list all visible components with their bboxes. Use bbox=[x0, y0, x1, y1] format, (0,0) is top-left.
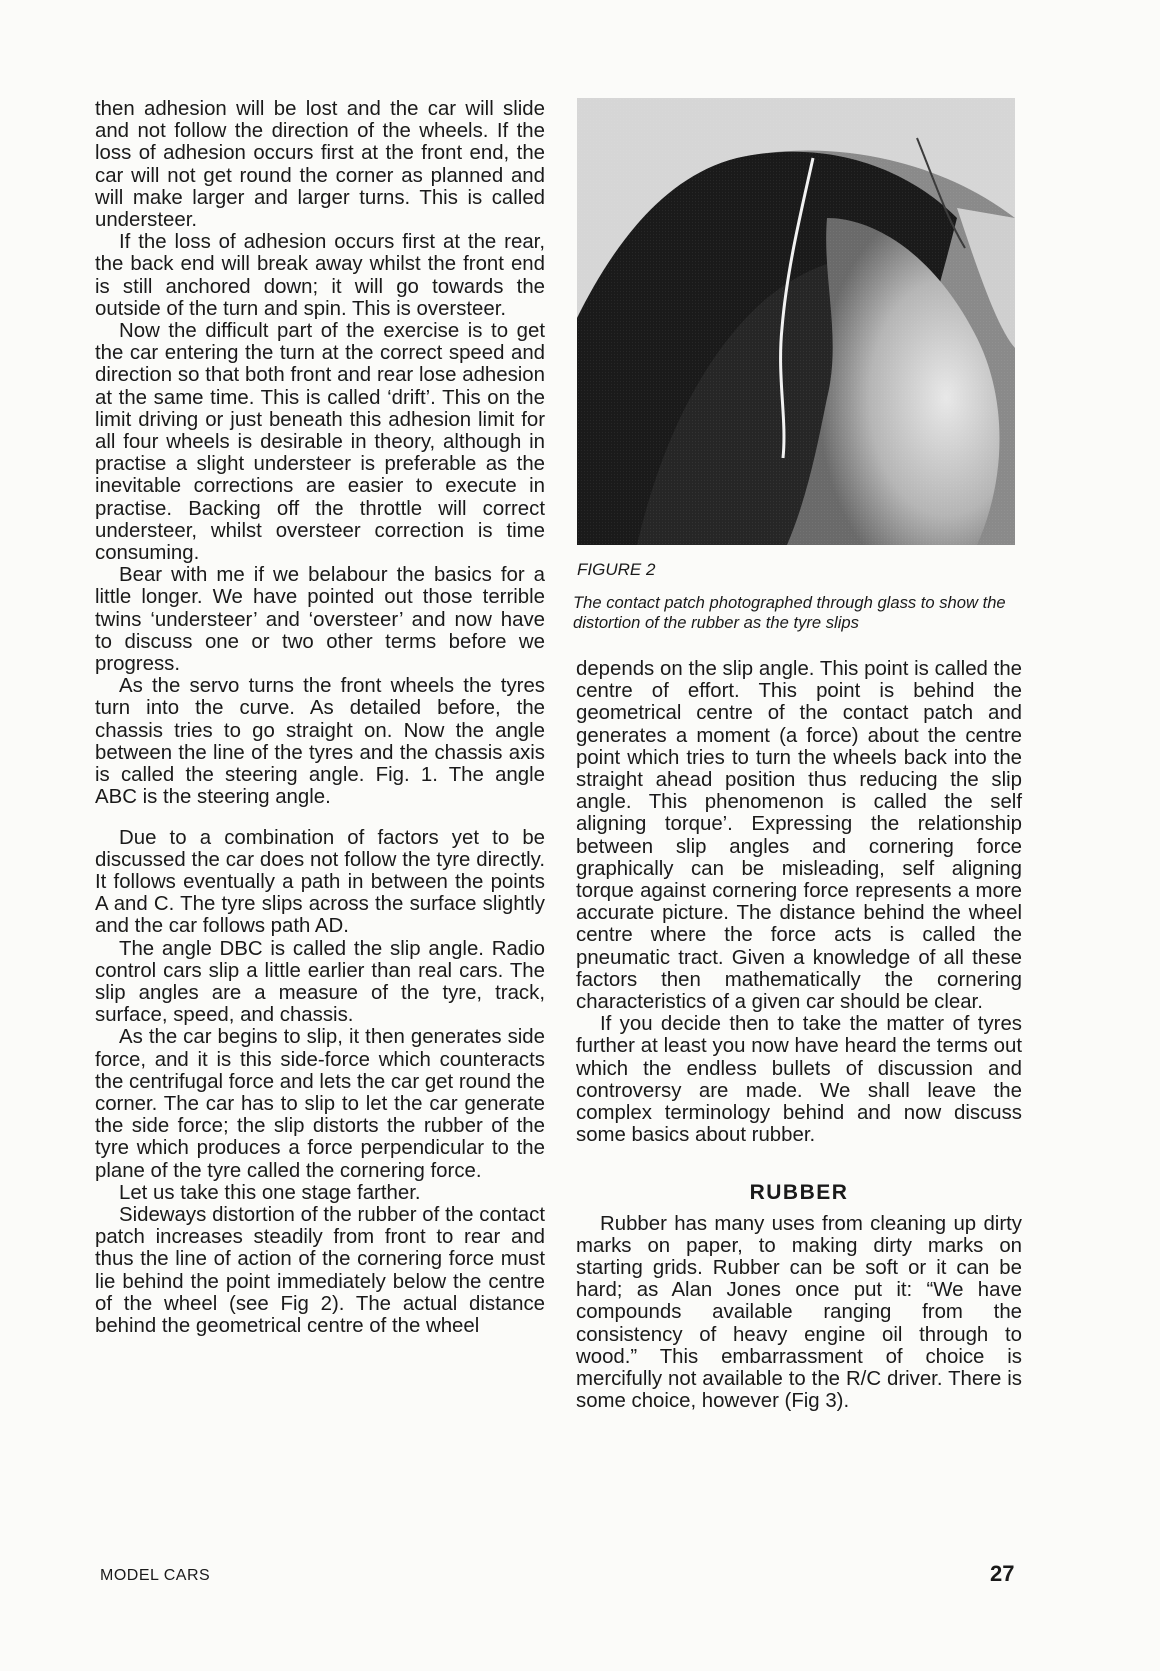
figure-caption: The contact patch photographed through glass to show the distortion of the rubber as the tyre slips bbox=[573, 593, 1006, 632]
paragraph: depends on the slip angle. This point is called the centre of effort. This point is behind the geometrical centre of the contact patch and generates a moment (a force) about the centre point which tries to turn the wheels back into the straight ahead position thus reducing the slip angle. This phenomenon is called the self aligning torque’. Expressing the relationship between slip angles and cornering force graphically can be misleading, self aligning torque against cornering force represents a more accurate picture. The distance behind the wheel centre where the force acts is called the pneumatic tract. Given a knowledge of all these factors then mathematically the cornering characteristics of a given car should be clear. bbox=[576, 658, 1022, 1014]
paragraph: As the servo turns the front wheels the tyres turn into the curve. As detailed before, the chassis tries to go straight on. Now the angle between the line of the tyres and the chassis axis is called the steering angle. Fig. 1. The angle ABC is the steering angle. bbox=[95, 675, 545, 809]
paragraph: Now the difficult part of the exercise is to get the car entering the turn at the correct speed and direction so that both front and rear lose adhesion at the same time. This is called ‘drift’. This on the limit driving or just beneath this adhesion limit for all four wheels is desirable in theory, although in practise a slight understeer is preferable as the inevitable corrections are easier to execute in practise. Backing off the throttle will correct understeer, whilst oversteer correction is time consuming. bbox=[95, 320, 545, 565]
paragraph: If the loss of adhesion occurs first at the rear, the back end will break away whilst the front end is still anchored down; it will go towards the outside of the turn and spin. This is oversteer. bbox=[95, 231, 545, 320]
publication-name: MODEL CARS bbox=[100, 1567, 211, 1584]
paragraph: Bear with me if we belabour the basics for a little longer. We have pointed out those terrible twins ‘understeer’ and ‘oversteer’ and now have to discuss one or two other terms before we progress. bbox=[95, 564, 545, 676]
figure-label: FIGURE 2 bbox=[577, 560, 656, 579]
paragraph: The angle DBC is called the slip angle. Radio control cars slip a little earlier than real cars. The slip angles are a measure of the tyre, track, surface, speed, and chassis. bbox=[95, 937, 545, 1027]
left-column bbox=[95, 98, 545, 1337]
page-number: 27 bbox=[990, 1561, 1015, 1586]
paragraph: then adhesion will be lost and the car will slide and not follow the direction of the wheels. If the loss of adhesion occurs first at the front end, the car will not get round the corner as planned and will make larger and larger turns. This is called understeer. bbox=[95, 98, 545, 232]
paragraph: Sideways distortion of the rubber of the contact patch increases steadily from front to rear and thus the line of action of the cornering force must lie behind the point immediately below the centre of the wheel (see Fig 2). The actual distance behind the geometrical centre of the wheel bbox=[95, 1203, 545, 1337]
paragraph: Rubber has many uses from cleaning up dirty marks on paper, to making dirty marks on starting grids. Rubber can be soft or it can be hard; as Alan Jones once put it: “We have compounds available ranging from the consistency of heavy engine oil through to wood.” This embarrassment of choice is mercifully not available to the R/C driver. There is some choice, however (Fig 3). bbox=[576, 1212, 1022, 1413]
paragraph: Let us take this one stage farther. bbox=[119, 1181, 421, 1204]
figure-photo bbox=[577, 98, 1015, 545]
paragraph: Due to a combination of factors yet to be discussed the car does not follow the tyre directly. It follows eventually a path in between the points A and C. The tyre slips across the surface slightly and the car follows path AD. bbox=[95, 826, 545, 938]
right-column bbox=[576, 658, 1022, 1413]
paragraph: As the car begins to slip, it then generates side force, and it is this side-force which counteracts the centrifugal force and lets the car get round the corner. The car has to slip to let the car generate the side force; the slip distorts the rubber of the tyre which produces a force perpendicular to the plane of the tyre called the cornering force. bbox=[95, 1026, 546, 1182]
section-heading: RUBBER bbox=[749, 1181, 849, 1205]
tyre-contact-patch-image bbox=[577, 98, 1015, 545]
paragraph: If you decide then to take the matter of tyres further at least you now have heard the terms out which the endless bullets of discussion and controversy are made. We shall leave the complex terminology behind and now discuss some basics about rubber. bbox=[576, 1013, 1022, 1147]
